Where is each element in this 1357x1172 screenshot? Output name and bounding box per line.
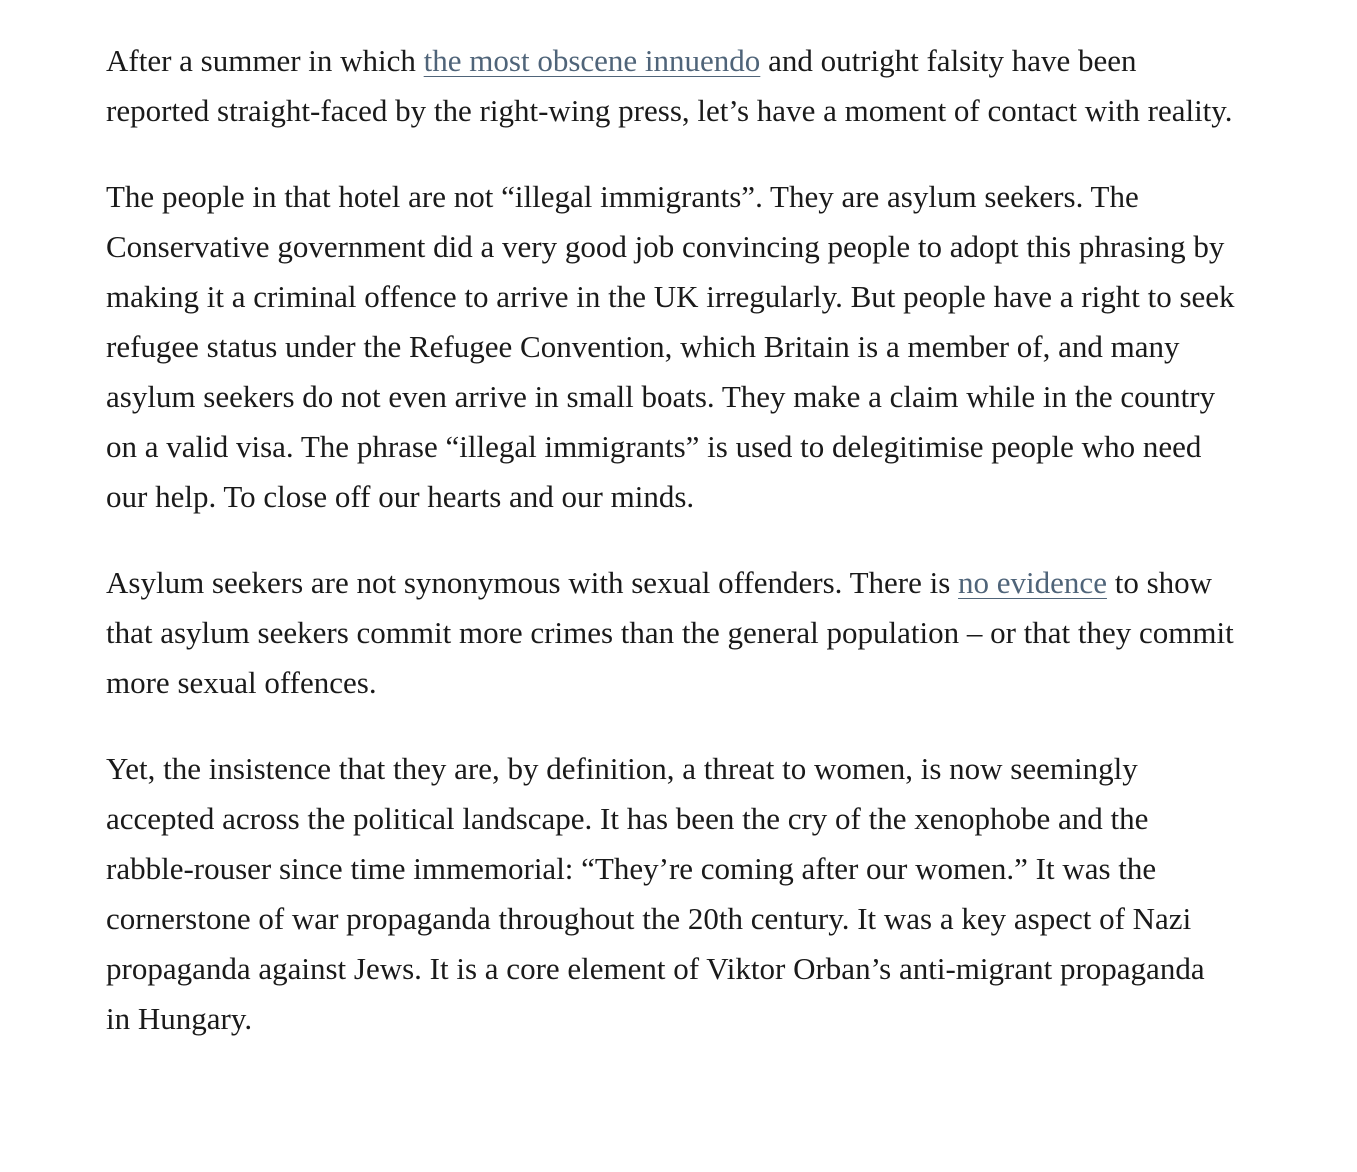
paragraph-text: to show that asylum seekers commit more crimes than the general population – or that they commit more sexual offences. (106, 565, 1234, 700)
paragraph-text: After a summer in which (106, 43, 424, 78)
paragraph-asylum-seekers: The people in that hotel are not “illegal immigrants”. They are asylum seekers. The Conservative government did a very good job convincing people to adopt this phrasing by making it a criminal offence to arrive in the UK irregularly. But people have a right to seek refugee status under the Refugee Convention, which Britain is a member of, and many asylum seekers do not even arrive in small boats. They make a claim while in the country on a valid visa. The phrase “illegal immigrants” is used to delegitimise people who need our help. To close off our hearts and our minds. (106, 179, 1235, 514)
paragraph-propaganda: Yet, the insistence that they are, by definition, a threat to women, is now seemingly accepted across the political landscape. It has been the cry of the xenophobe and the rabble-rouser since time immemorial: “They’re coming after our women.” It was the cornerstone of war propaganda throughout the 20th century. It was a key aspect of Nazi propaganda against Jews. It is a core element of Viktor Orban’s anti-migrant propaganda in Hungary. (106, 751, 1205, 1036)
innuendo-link[interactable]: the most obscene innuendo (423, 43, 761, 78)
paragraph-no-evidence (106, 558, 1236, 708)
paragraph-text: and outright falsity have been reported straight-faced by the right-wing press, let’s have a moment of contact with reality. (106, 43, 1233, 128)
no-evidence-link[interactable]: no evidence (958, 565, 1107, 600)
article-body (106, 36, 1236, 1080)
paragraph-intro (106, 36, 1236, 136)
paragraph-text: Asylum seekers are not synonymous with sexual offenders. There is (106, 565, 959, 600)
